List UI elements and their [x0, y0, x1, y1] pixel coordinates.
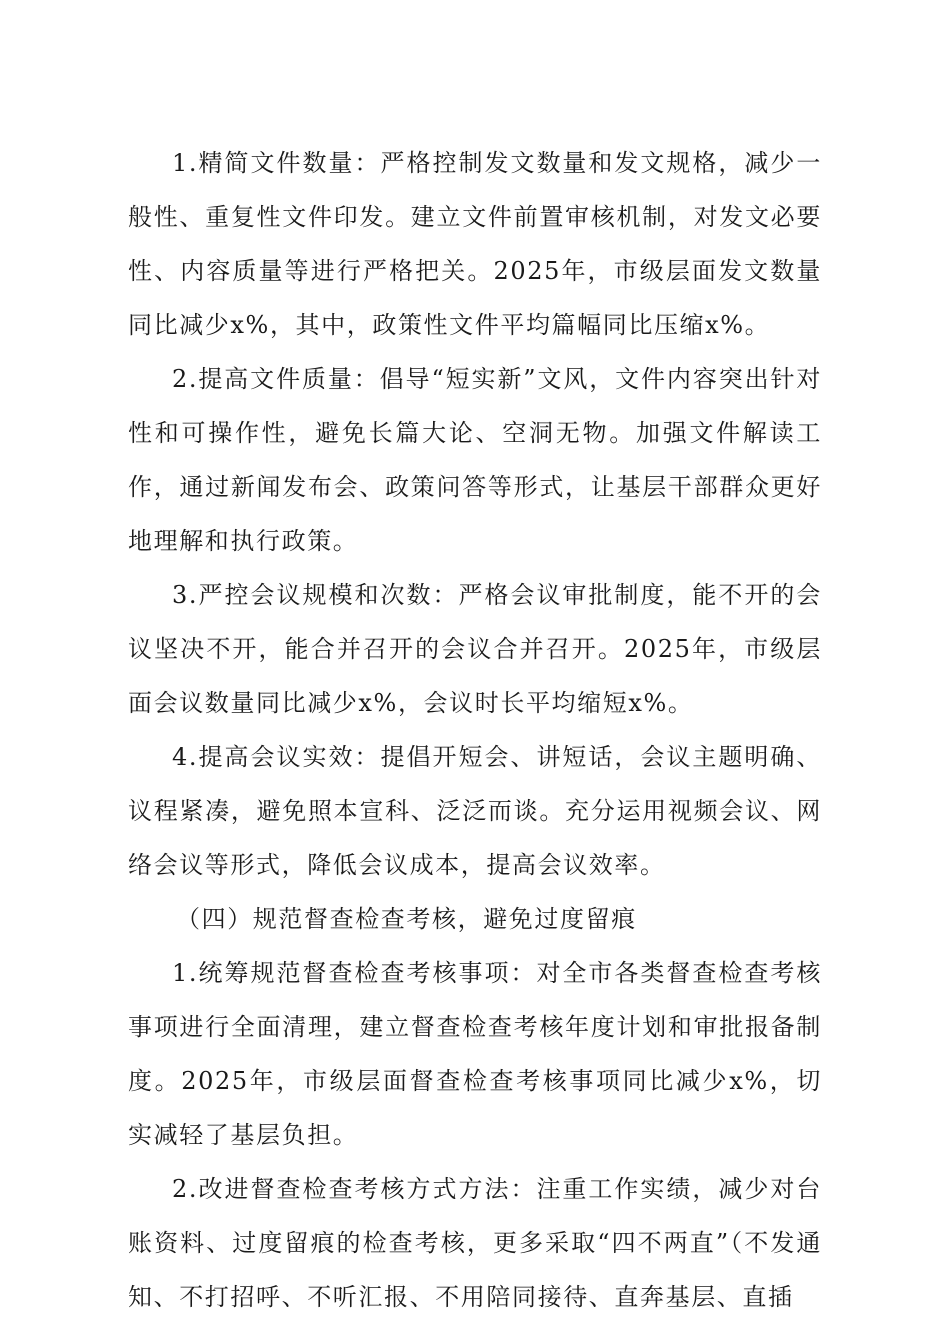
- paragraph-meeting-effectiveness: 4.提高会议实效：提倡开短会、讲短话，会议主题明确、议程紧凑，避免照本宣科、泛泛而谈。充分运用视频会议、网络会议等形式，降低会议成本，提高会议效率。: [128, 743, 822, 879]
- paragraph-coordinate-inspections: 1.统筹规范督查检查考核事项：对全市各类督查检查考核事项进行全面清理，建立督查检查考核年度计划和审批报备制度。2025年，市级层面督查检查考核事项同比减少x%，切实减轻了基层负担。: [128, 959, 822, 1149]
- paragraph-streamline-documents: 1.精简文件数量：严格控制发文数量和发文规格，减少一般性、重复性文件印发。建立文件前置审核机制，对发文必要性、内容质量等进行严格把关。2025年，市级层面发文数量同比减少x%，其中，政策性文件平均篇幅同比压缩x%。: [128, 149, 822, 339]
- paragraph-improve-document-quality: 2.提高文件质量：倡导“短实新”文风，文件内容突出针对性和可操作性，避免长篇大论、空洞无物。加强文件解读工作，通过新闻发布会、政策问答等形式，让基层干部群众更好地理解和执行政策。: [128, 365, 822, 555]
- paragraph-control-meetings: 3.严控会议规模和次数：严格会议审批制度，能不开的会议坚决不开，能合并召开的会议合并召开。2025年，市级层面会议数量同比减少x%，会议时长平均缩短x%。: [128, 581, 822, 717]
- paragraph-improve-inspection-methods: 2.改进督查检查考核方式方法：注重工作实绩，减少对台账资料、过度留痕的检查考核，更多采取“四不两直”（不发通知、不打招呼、不听汇报、不用陪同接待、直奔基层、直插: [128, 1175, 822, 1311]
- section-heading: （四）规范督查检查考核，避免过度留痕: [176, 905, 637, 933]
- document-body: [128, 136, 822, 1324]
